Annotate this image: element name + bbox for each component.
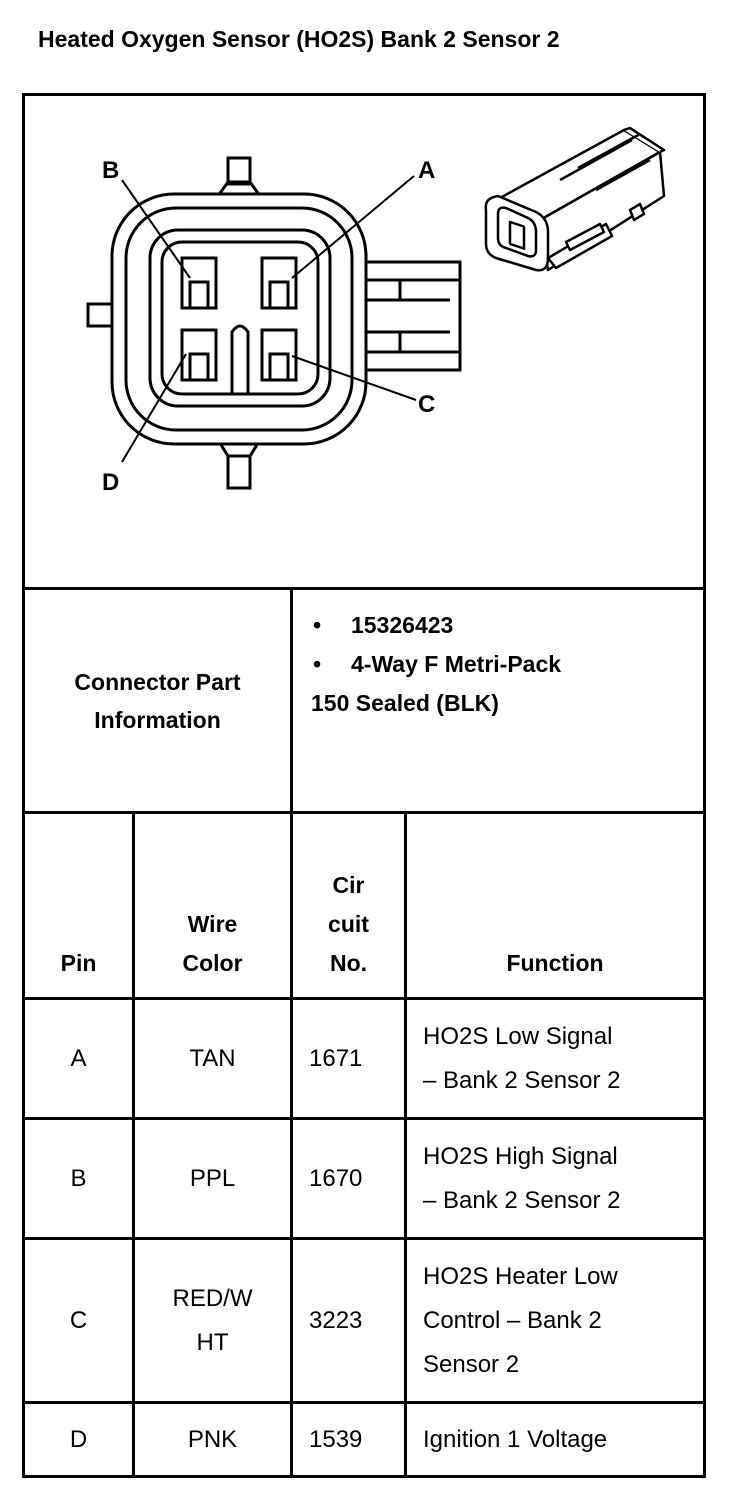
connector-info-label-line1: Connector Part <box>74 668 241 695</box>
header-function: Function <box>506 950 604 976</box>
row-c-circuit: 3223 <box>309 1306 363 1334</box>
row-d-function: Ignition 1 Voltage <box>423 1425 608 1453</box>
pin-callout-a: A <box>418 157 436 184</box>
row-b-wire-color: PPL <box>189 1164 236 1192</box>
header-circuit-no: Cir cuit No. <box>328 872 369 976</box>
connector-type: • 4-Way F Metri-Pack <box>311 645 703 684</box>
connector-diagram <box>25 96 703 588</box>
pin-callout-b: B <box>102 157 120 184</box>
page-title: Heated Oxygen Sensor (HO2S) Bank 2 Sensor 2 <box>38 26 560 52</box>
row-a-circuit: 1671 <box>309 1044 363 1072</box>
row-c-pin: C <box>69 1306 88 1334</box>
connector-info-details <box>293 590 703 811</box>
bullet-icon: • <box>313 612 322 638</box>
header-wire-color: Wire Color <box>182 911 243 976</box>
row-a-pin: A <box>70 1044 87 1072</box>
header-pin: Pin <box>60 950 97 976</box>
row-b-circuit: 1670 <box>309 1164 363 1192</box>
row-b-pin: B <box>70 1164 87 1192</box>
connector-part-number: • 15326423 <box>311 606 703 645</box>
row-d-circuit: 1539 <box>309 1425 363 1453</box>
pin-callout-d: D <box>102 469 120 496</box>
connector-info-label <box>25 590 290 811</box>
connector-type-continuation: 150 Sealed (BLK) <box>311 690 499 716</box>
row-d-pin: D <box>69 1425 88 1453</box>
row-c-wire-color: RED/W HT <box>172 1284 253 1356</box>
row-c-function: HO2S Heater Low Control – Bank 2 Sensor 2 <box>423 1262 618 1378</box>
pin-callout-c: C <box>418 391 436 418</box>
row-d-wire-color: PNK <box>187 1425 238 1453</box>
connector-face-drawing <box>88 158 460 488</box>
bullet-icon: • <box>313 651 322 677</box>
row-a-function: HO2S Low Signal – Bank 2 Sensor 2 <box>423 1022 621 1094</box>
row-b-function: HO2S High Signal – Bank 2 Sensor 2 <box>423 1142 621 1214</box>
connector-isometric-drawing <box>486 128 664 270</box>
row-a-wire-color: TAN <box>189 1044 236 1072</box>
connector-info-label-line2: Information <box>94 706 221 733</box>
